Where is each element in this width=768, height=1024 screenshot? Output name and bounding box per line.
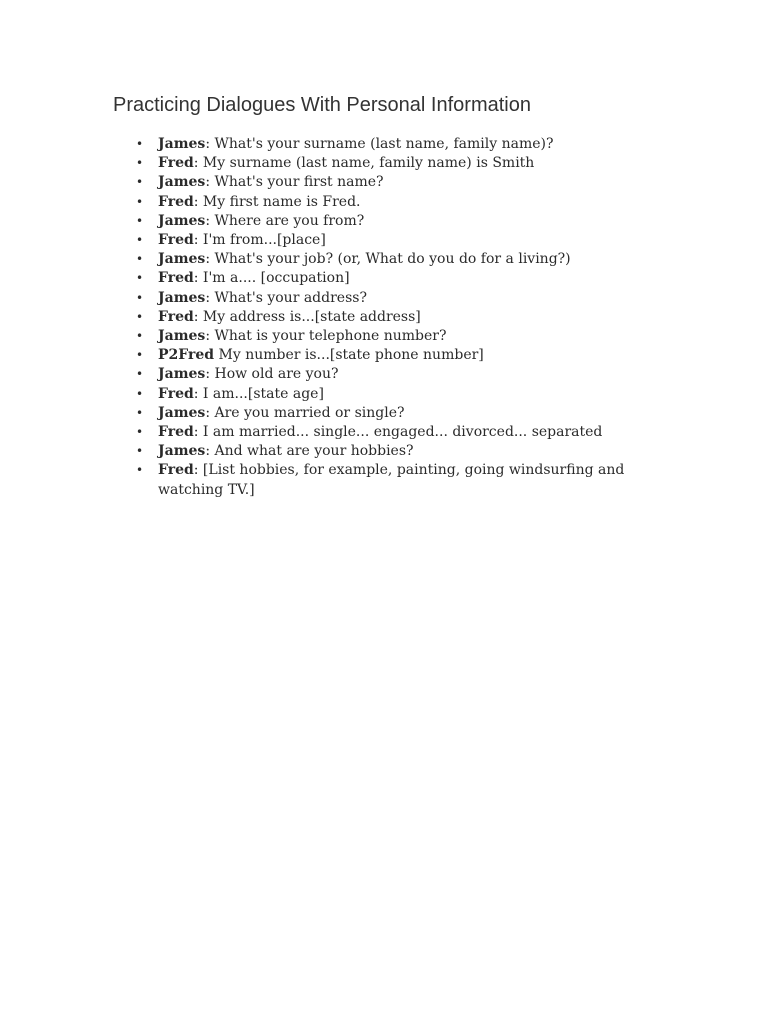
bullet-icon: • [136,425,144,440]
speaker-name: Fred [158,155,194,172]
speaker-name: Fred [158,308,194,325]
dialogue-line [136,442,658,461]
dialogue-line [136,269,658,288]
dialogue-line [136,212,658,231]
speaker-name: P2Fred [158,347,215,364]
speaker-name: James [158,328,206,345]
dialogue-text: : What's your job? (or, What do you do for a living?) [205,251,571,268]
bullet-icon: • [136,367,144,382]
speaker-name: Fred [158,232,194,249]
dialogue-line [136,193,658,212]
speaker-name: Fred [158,193,194,210]
dialogue-line [136,231,658,250]
bullet-icon: • [136,444,144,459]
bullet-icon: • [136,405,144,420]
speaker-name: Fred [158,424,194,441]
dialogue-text: : I am married... single... engaged... divorced... separated [193,424,603,441]
dialogue-text: : My surname (last name, family name) is Smith [193,155,535,172]
bullet-icon: • [136,233,144,248]
bullet-icon: • [136,309,144,324]
speaker-name: James [158,366,206,383]
dialogue-line [136,365,658,384]
dialogue-line [136,308,658,327]
bullet-icon: • [136,463,144,478]
bullet-icon: • [136,348,144,363]
speaker-name: James [158,251,206,268]
dialogue-line [136,404,658,423]
dialogue-text: : I'm from...[place] [193,232,326,249]
dialogue-text: : What's your surname (last name, family name)? [205,136,554,152]
speaker-name: James [158,443,206,460]
dialogue-text: My number is...[state phone number] [214,347,484,364]
dialogue-text: : I'm a.... [occupation] [193,270,350,287]
speaker-name: Fred [158,270,194,287]
speaker-name: James [158,404,206,421]
dialogue-list [136,135,658,500]
dialogue-text: : What is your telephone number? [205,328,447,345]
bullet-icon: • [136,329,144,344]
dialogue-line [136,461,658,499]
dialogue-text: : What's your address? [205,289,367,306]
dialogue-line [136,154,658,173]
dialogue-text: : My first name is Fred. [193,193,361,210]
dialogue-line [136,423,658,442]
bullet-icon: • [136,194,144,209]
speaker-name: James [158,212,206,229]
dialogue-line [136,135,658,154]
dialogue-line [136,327,658,346]
bullet-icon: • [136,271,144,286]
speaker-name: James [158,136,206,152]
bullet-icon: • [136,156,144,171]
bullet-icon: • [136,290,144,305]
dialogue-text: : My address is...[state address] [193,308,421,325]
dialogue-text: : What's your first name? [205,174,384,191]
dialogue-text: : Are you married or single? [205,404,405,421]
bullet-icon: • [136,386,144,401]
dialogue-line [136,250,658,269]
bullet-icon: • [136,213,144,228]
page-title: Practicing Dialogues With Personal Information [113,94,531,116]
dialogue-line [136,173,658,192]
dialogue-text: : [List hobbies, for example, painting, going windsurfing and watching TV.] [158,462,625,498]
dialogue-text: : How old are you? [205,366,339,383]
speaker-name: Fred [158,462,194,479]
dialogue-line [136,289,658,308]
speaker-name: James [158,289,206,306]
dialogue-text: : I am...[state age] [193,385,324,402]
dialogue-line [136,385,658,404]
speaker-name: James [158,174,206,191]
bullet-icon: • [136,252,144,267]
speaker-name: Fred [158,385,194,402]
bullet-icon: • [136,175,144,190]
dialogue-text: : And what are your hobbies? [205,443,414,460]
bullet-icon: • [136,137,144,151]
dialogue-line [136,346,658,365]
dialogue-text: : Where are you from? [205,212,365,229]
